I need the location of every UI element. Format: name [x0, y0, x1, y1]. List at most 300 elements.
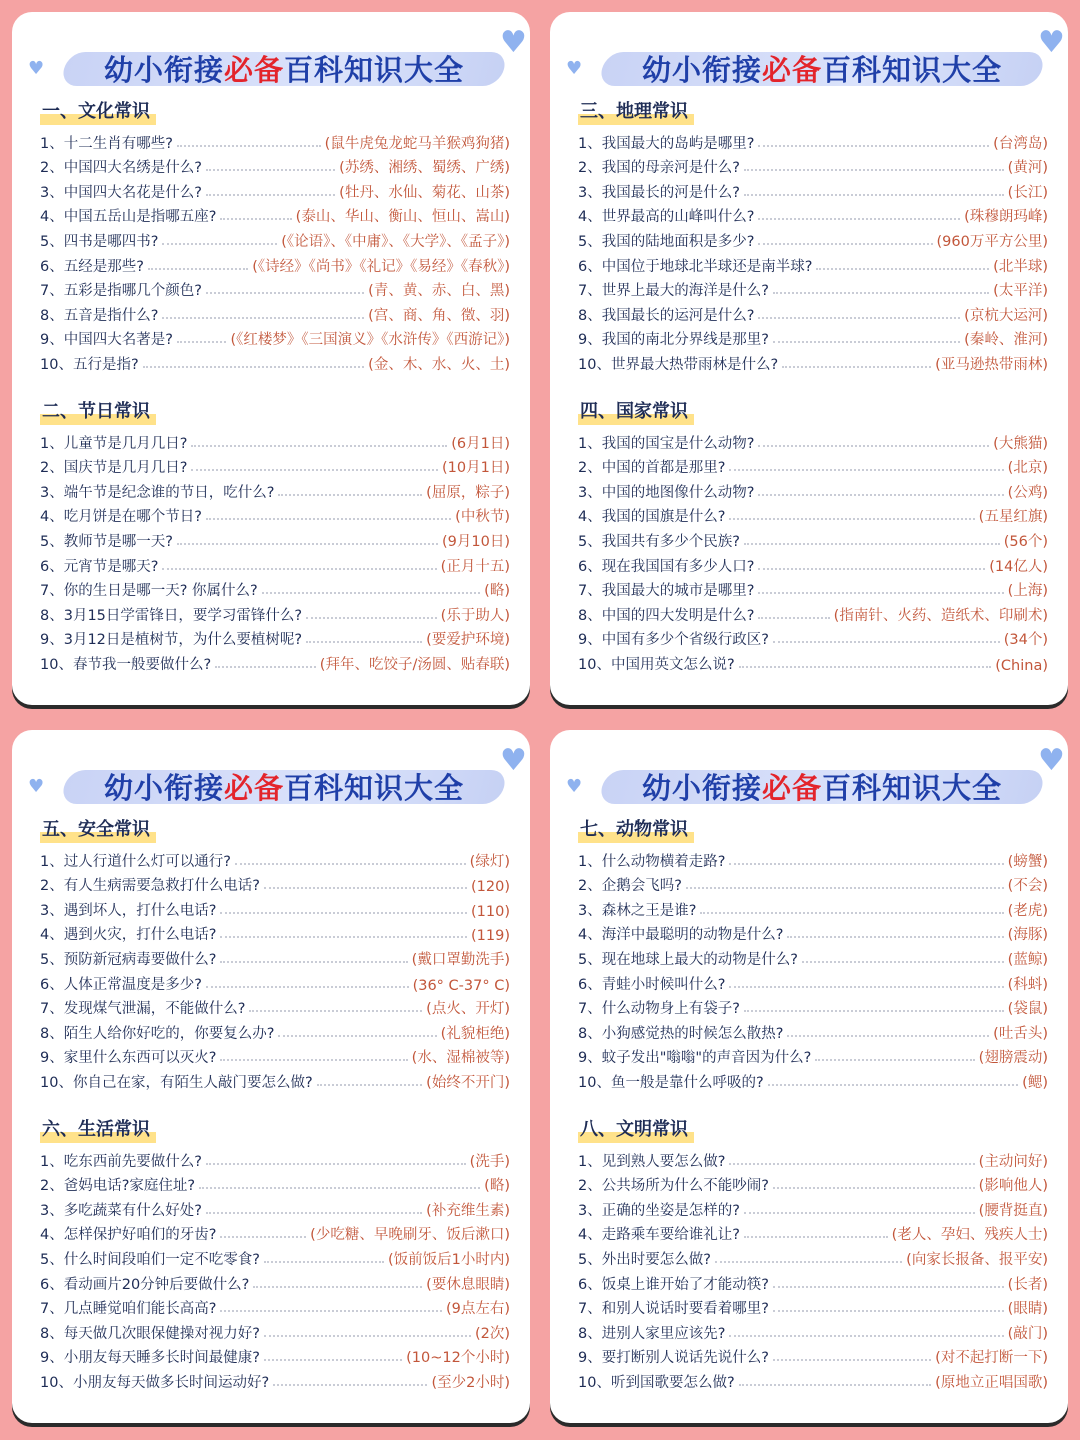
panel-title — [602, 766, 1042, 807]
answer-text: (乐于助人) — [440, 607, 510, 624]
answer-text: (洗手) — [469, 1153, 510, 1170]
question-text: 7、你的生日是哪一天? 你属什么? — [40, 583, 258, 600]
question-text: 5、我国的陆地面积是多少? — [578, 233, 755, 250]
dotted-leader — [773, 1286, 1004, 1288]
qa-row — [578, 502, 1048, 527]
dotted-leader — [235, 863, 466, 865]
answer-text: (科蚪) — [1007, 976, 1048, 993]
qa-row — [40, 276, 510, 301]
answer-text: (34个) — [1003, 632, 1048, 649]
answer-text: (《论语》、《中庸》、《大学》、《孟子》) — [281, 233, 510, 250]
question-text: 8、中国的四大发明是什么? — [578, 607, 755, 624]
dotted-leader — [773, 341, 960, 343]
question-text: 6、中国位于地球北半球还是南半球? — [578, 258, 813, 275]
knowledge-panel-2 — [550, 12, 1068, 705]
question-text: 1、儿童节是几月几日? — [40, 435, 188, 452]
dotted-leader — [177, 341, 227, 343]
answer-text: (10~12个小时) — [406, 1350, 510, 1367]
question-text: 7、我国最大的城市是哪里? — [578, 583, 755, 600]
dotted-leader — [758, 494, 1003, 496]
title-part-1: 幼小衔接 — [641, 53, 762, 87]
qa-row — [40, 153, 510, 178]
title-part-1: 幼小衔接 — [103, 53, 224, 87]
qa-row — [578, 1269, 1048, 1294]
question-text: 4、走路乘车要给谁礼让? — [578, 1227, 740, 1244]
qa-row — [578, 1244, 1048, 1269]
qa-list — [578, 128, 1048, 374]
title-part-2: 必备 — [761, 53, 822, 87]
knowledge-section — [40, 1116, 510, 1392]
question-text: 4、海洋中最聪明的动物是什么? — [578, 927, 784, 944]
title-part-3: 百科知识大全 — [822, 53, 1003, 87]
answer-text: (敲门) — [1007, 1325, 1048, 1342]
answer-text: (China) — [995, 657, 1048, 674]
section-heading — [40, 816, 156, 844]
dotted-leader — [815, 1059, 974, 1061]
question-text: 10、世界最大热带雨林是什么? — [578, 356, 779, 373]
question-text: 9、3月12日是植树节，为什么要植树呢? — [40, 632, 303, 649]
title-part-3: 百科知识大全 — [284, 53, 465, 87]
qa-row — [40, 1269, 510, 1294]
section-heading — [578, 816, 694, 844]
question-text: 3、正确的坐姿是怎样的? — [578, 1202, 740, 1219]
question-text: 1、我国的国宝是什么动物? — [578, 435, 755, 452]
qa-row — [578, 920, 1048, 945]
question-text: 9、小朋友每天睡多长时间最健康? — [40, 1350, 260, 1367]
answer-text: (京杭大运河) — [964, 307, 1048, 324]
small-heart-icon: ♥ — [28, 58, 45, 79]
answer-text: (补充维生素) — [426, 1202, 510, 1219]
qa-row — [40, 895, 510, 920]
question-text: 7、发现煤气泄漏，不能做什么? — [40, 1001, 246, 1018]
dotted-leader — [162, 317, 364, 319]
question-text: 3、我国最长的河是什么? — [578, 184, 740, 201]
question-text: 7、什么动物身上有袋子? — [578, 1001, 740, 1018]
answer-text: (36° C-37° C) — [412, 977, 510, 994]
qa-row — [40, 526, 510, 551]
dotted-leader — [787, 936, 1003, 938]
qa-row — [40, 1220, 510, 1245]
answer-text: (主动问好) — [978, 1153, 1048, 1170]
question-text: 6、青蛙小时候叫什么? — [578, 976, 726, 993]
qa-list — [40, 1146, 510, 1392]
knowledge-panel-1 — [12, 12, 530, 705]
qa-row — [40, 1067, 510, 1092]
dotted-leader — [220, 1059, 407, 1061]
question-text: 7、和别人说话时要看着哪里? — [578, 1301, 769, 1318]
question-text: 6、五经是那些? — [40, 258, 144, 275]
qa-row — [40, 649, 510, 674]
dotted-leader — [278, 1035, 436, 1037]
section-heading — [578, 98, 694, 126]
question-text: 2、有人生病需要急救打什么电话? — [40, 878, 260, 895]
answer-text: (至少2小时) — [431, 1374, 510, 1391]
answer-text: (《诗经》《尚书》《礼记》《易经》《春秋》) — [252, 258, 510, 275]
knowledge-section — [578, 1116, 1048, 1392]
title-part-1: 幼小衔接 — [641, 771, 762, 805]
question-text: 10、听到国歌要怎么做? — [578, 1374, 735, 1391]
qa-row — [578, 1018, 1048, 1043]
dotted-leader — [758, 145, 989, 147]
answer-text: (6月1日) — [451, 435, 510, 452]
answer-text: (水、湿棉被等) — [411, 1050, 510, 1067]
dotted-leader — [206, 1163, 466, 1165]
heart-icon: ♥ — [1038, 743, 1065, 778]
qa-row — [40, 349, 510, 374]
dotted-leader — [773, 1310, 1004, 1312]
qa-row — [578, 944, 1048, 969]
question-text: 10、小朋友每天做多长时间运动好? — [40, 1374, 270, 1391]
heart-icon: ♥ — [1038, 25, 1065, 60]
qa-row — [578, 871, 1048, 896]
question-text: 4、怎样保护好咱们的牙齿? — [40, 1227, 217, 1244]
question-text: 1、我国最大的岛屿是哪里? — [578, 135, 755, 152]
dotted-leader — [220, 912, 467, 914]
qa-row — [40, 453, 510, 478]
answer-text: (《红楼梦》《三国演义》《水浒传》《西游记》) — [230, 332, 510, 349]
qa-row — [40, 251, 510, 276]
knowledge-section — [40, 98, 510, 374]
answer-text: (中秋节) — [455, 509, 510, 526]
answer-text: (苏绣、湘绣、蜀绣、广绣) — [339, 160, 510, 177]
qa-row — [578, 1343, 1048, 1368]
title-part-2: 必备 — [761, 771, 822, 805]
dotted-leader — [773, 292, 989, 294]
question-text: 5、四书是哪四书? — [40, 233, 159, 250]
qa-list — [578, 846, 1048, 1092]
dotted-leader — [729, 518, 974, 520]
answer-text: (老人、孕妇、残疾人士) — [891, 1227, 1048, 1244]
qa-row — [578, 300, 1048, 325]
question-text: 9、中国四大名著是? — [40, 332, 173, 349]
question-text: 6、饭桌上谁开始了才能动筷? — [578, 1276, 769, 1293]
answer-text: (珠穆朗玛峰) — [964, 209, 1048, 226]
dotted-leader — [262, 592, 480, 594]
dotted-leader — [729, 1335, 1003, 1337]
qa-row — [578, 895, 1048, 920]
qa-row — [40, 944, 510, 969]
qa-row — [578, 153, 1048, 178]
knowledge-section — [40, 398, 510, 674]
section-heading-text: 四、国家常识 — [580, 401, 688, 422]
answer-text: (戴口罩勤洗手) — [411, 951, 510, 968]
answer-text: (长者) — [1007, 1276, 1048, 1293]
answer-text: (略) — [484, 583, 510, 600]
dotted-leader — [278, 494, 422, 496]
answer-text: (北京) — [1007, 460, 1048, 477]
question-text: 9、中国有多少个省级行政区? — [578, 632, 769, 649]
answer-text: (公鸡) — [1007, 484, 1048, 501]
qa-row — [578, 1067, 1048, 1092]
dotted-leader — [264, 1359, 402, 1361]
qa-list — [578, 428, 1048, 674]
question-text: 9、蚊子发出"嗡嗡"的声音因为什么? — [578, 1050, 812, 1067]
qa-row — [578, 625, 1048, 650]
dotted-leader — [191, 445, 447, 447]
qa-row — [40, 1343, 510, 1368]
question-text: 6、人体正常温度是多少? — [40, 976, 202, 993]
dotted-leader — [220, 218, 291, 220]
question-text: 6、元宵节是哪天? — [40, 558, 159, 575]
answer-text: (要休息眼睛) — [426, 1276, 510, 1293]
qa-row — [578, 226, 1048, 251]
question-text: 2、中国的首都是那里? — [578, 460, 726, 477]
dotted-leader — [744, 543, 1000, 545]
question-text: 2、公共场所为什么不能吵闹? — [578, 1178, 769, 1195]
knowledge-section — [578, 816, 1048, 1092]
panel-title-banner — [602, 760, 1042, 812]
question-text: 8、进别人家里应该先? — [578, 1325, 726, 1342]
qa-row — [40, 1195, 510, 1220]
dotted-leader — [306, 617, 437, 619]
question-text: 3、端午节是纪念谁的节日，吃什么? — [40, 484, 275, 501]
qa-row — [578, 526, 1048, 551]
answer-text: (螃蟹) — [1007, 853, 1048, 870]
qa-row — [40, 202, 510, 227]
dotted-leader — [206, 986, 409, 988]
dotted-leader — [773, 641, 1000, 643]
qa-row — [40, 1244, 510, 1269]
question-text: 3、中国四大名花是什么? — [40, 184, 202, 201]
qa-list — [40, 128, 510, 374]
section-heading-text: 三、地理常识 — [580, 101, 688, 122]
dotted-leader — [306, 641, 422, 643]
question-text: 5、我国共有多少个民族? — [578, 533, 740, 550]
answer-text: (金、木、水、火、土) — [368, 356, 510, 373]
dotted-leader — [206, 292, 364, 294]
qa-list — [40, 846, 510, 1092]
answer-text: (120) — [471, 879, 510, 896]
question-text: 3、遇到坏人，打什么电话? — [40, 902, 217, 919]
question-text: 8、每天做几次眼保健操对视力好? — [40, 1325, 260, 1342]
qa-row — [40, 1171, 510, 1196]
dotted-leader — [758, 445, 989, 447]
question-text: 9、家里什么东西可以灭火? — [40, 1050, 217, 1067]
question-text: 2、国庆节是几月几日? — [40, 460, 188, 477]
qa-row — [578, 1195, 1048, 1220]
qa-row — [578, 477, 1048, 502]
dotted-leader — [739, 1384, 932, 1386]
question-text: 10、中国用英文怎么说? — [578, 656, 735, 673]
qa-row — [578, 969, 1048, 994]
title-part-1: 幼小衔接 — [103, 771, 224, 805]
answer-text: (宫、商、角、徵、羽) — [368, 307, 510, 324]
answer-text: (鳃) — [1022, 1074, 1048, 1091]
dotted-leader — [177, 543, 438, 545]
dotted-leader — [729, 986, 1003, 988]
answer-text: (要爱护环境) — [426, 632, 510, 649]
qa-row — [40, 428, 510, 453]
qa-list — [578, 1146, 1048, 1392]
qa-row — [578, 1367, 1048, 1392]
dotted-leader — [768, 1084, 1019, 1086]
answer-text: (鼠牛虎兔龙蛇马羊猴鸡狗猪) — [324, 135, 510, 152]
qa-row — [578, 428, 1048, 453]
qa-row — [578, 551, 1048, 576]
dotted-leader — [758, 218, 960, 220]
knowledge-section — [40, 816, 510, 1092]
dotted-leader — [744, 1236, 888, 1238]
knowledge-section — [578, 98, 1048, 374]
qa-row — [40, 226, 510, 251]
answer-text: (不会) — [1007, 878, 1048, 895]
question-text: 5、什么时间段咱们一定不吃零食? — [40, 1251, 260, 1268]
answer-text: (黄河) — [1007, 160, 1048, 177]
question-text: 10、春节我一般要做什么? — [40, 656, 212, 673]
answer-text: (袋鼠) — [1007, 1001, 1048, 1018]
dotted-leader — [273, 1384, 427, 1386]
dotted-leader — [739, 666, 992, 668]
dotted-leader — [744, 1010, 1004, 1012]
qa-row — [40, 576, 510, 601]
dotted-leader — [206, 194, 335, 196]
answer-text: (北半球) — [993, 258, 1048, 275]
dotted-leader — [729, 469, 1003, 471]
section-heading-text: 八、文明常识 — [580, 1119, 688, 1140]
answer-text: (屈原，粽子) — [426, 484, 510, 501]
dotted-leader — [264, 887, 467, 889]
dotted-leader — [758, 592, 1003, 594]
question-text: 9、我国的南北分界线是那里? — [578, 332, 769, 349]
dotted-leader — [758, 617, 829, 619]
qa-row — [578, 128, 1048, 153]
answer-text: (秦岭、淮河) — [964, 332, 1048, 349]
answer-text: (腰背挺直) — [978, 1202, 1048, 1219]
question-text: 4、我国的国旗是什么? — [578, 509, 726, 526]
qa-row — [40, 994, 510, 1019]
dotted-leader — [317, 1084, 423, 1086]
section-heading-text: 一、文化常识 — [42, 101, 150, 122]
dotted-leader — [700, 912, 1003, 914]
dotted-leader — [148, 268, 248, 270]
dotted-leader — [773, 1187, 975, 1189]
answer-text: (饭前饭后1小时内) — [387, 1251, 510, 1268]
dotted-leader — [220, 1310, 442, 1312]
qa-row — [578, 349, 1048, 374]
answer-text: (对不起打断一下) — [935, 1350, 1048, 1367]
answer-text: (上海) — [1007, 583, 1048, 600]
dotted-leader — [206, 1212, 422, 1214]
dotted-leader — [758, 243, 932, 245]
qa-row — [40, 846, 510, 871]
dotted-leader — [264, 1261, 384, 1263]
dotted-leader — [264, 1335, 471, 1337]
question-text: 4、世界最高的山峰叫什么? — [578, 209, 755, 226]
answer-text: (亚马逊热带雨林) — [935, 356, 1048, 373]
dotted-leader — [220, 961, 407, 963]
qa-row — [40, 920, 510, 945]
answer-text: (大熊猫) — [993, 435, 1048, 452]
title-part-3: 百科知识大全 — [822, 771, 1003, 805]
qa-row — [578, 846, 1048, 871]
dotted-leader — [199, 1187, 480, 1189]
dotted-leader — [143, 366, 365, 368]
question-text: 4、遇到火灾，打什么电话? — [40, 927, 217, 944]
answer-text: (点火、开灯) — [426, 1001, 510, 1018]
question-text: 8、陌生人给你好吃的，你要复么办? — [40, 1025, 275, 1042]
question-text: 3、多吃蔬菜有什么好处? — [40, 1202, 202, 1219]
qa-row — [578, 1220, 1048, 1245]
answer-text: (蓝鲸) — [1007, 951, 1048, 968]
qa-row — [578, 177, 1048, 202]
dotted-leader — [744, 1212, 975, 1214]
answer-text: (原地立正唱国歌) — [935, 1374, 1048, 1391]
question-text: 2、爸妈电话?家庭住址? — [40, 1178, 196, 1195]
panel-title — [64, 766, 504, 807]
question-text: 1、见到熟人要怎么做? — [578, 1153, 726, 1170]
knowledge-panel-3 — [12, 730, 530, 1423]
answer-text: (少吃糖、早晚刷牙、饭后漱口) — [310, 1227, 510, 1244]
answer-text: (略) — [484, 1178, 510, 1195]
knowledge-section — [578, 398, 1048, 674]
question-text: 1、什么动物横着走路? — [578, 853, 726, 870]
dotted-leader — [816, 268, 989, 270]
answer-text: (青、黄、赤、白、黑) — [368, 283, 510, 300]
section-heading-text: 七、动物常识 — [580, 819, 688, 840]
section-heading — [578, 398, 694, 426]
knowledge-panel-4 — [550, 730, 1068, 1423]
section-heading — [578, 1116, 694, 1144]
answer-text: (960万平方公里) — [936, 233, 1048, 250]
answer-text: (拜年、吃饺子/汤圆、贴春联) — [319, 656, 510, 673]
qa-row — [40, 1018, 510, 1043]
qa-row — [40, 502, 510, 527]
question-text: 10、你自己在家，有陌生人敲门要怎么做? — [40, 1074, 313, 1091]
answer-text: (翅膀震动) — [978, 1050, 1048, 1067]
title-part-2: 必备 — [223, 771, 284, 805]
small-heart-icon: ♥ — [566, 776, 583, 797]
panel-title — [602, 48, 1042, 89]
answer-text: (14亿人) — [989, 558, 1048, 575]
question-text: 8、五音是指什么? — [40, 307, 159, 324]
qa-row — [40, 551, 510, 576]
qa-row — [40, 325, 510, 350]
dotted-leader — [773, 1359, 931, 1361]
question-text: 5、预防新冠病毒要做什么? — [40, 951, 217, 968]
qa-row — [578, 600, 1048, 625]
dotted-leader — [744, 194, 1004, 196]
panel-title-banner — [602, 42, 1042, 94]
qa-row — [578, 576, 1048, 601]
dotted-leader — [206, 518, 451, 520]
answer-text: (始终不开门) — [426, 1074, 510, 1091]
dotted-leader — [249, 1010, 422, 1012]
answer-text: (绿灯) — [469, 853, 510, 870]
answer-text: (台湾岛) — [993, 135, 1048, 152]
panel-title — [64, 48, 504, 89]
qa-row — [40, 1367, 510, 1392]
question-text: 1、过人行道什么灯可以通行? — [40, 853, 231, 870]
answer-text: (9点左右) — [445, 1301, 510, 1318]
qa-row — [578, 453, 1048, 478]
dotted-leader — [787, 1035, 989, 1037]
small-heart-icon: ♥ — [566, 58, 583, 79]
answer-text: (吐舌头) — [993, 1025, 1048, 1042]
answer-text: (9月10日) — [442, 533, 510, 550]
dotted-leader — [215, 666, 316, 668]
dotted-leader — [206, 169, 335, 171]
section-heading — [40, 98, 156, 126]
qa-row — [578, 1043, 1048, 1068]
qa-row — [40, 625, 510, 650]
question-text: 2、我国的母亲河是什么? — [578, 160, 740, 177]
dotted-leader — [729, 1163, 974, 1165]
panel-title-banner — [64, 760, 504, 812]
question-text: 8、我国最长的运河是什么? — [578, 307, 755, 324]
question-text: 10、鱼一般是靠什么呼吸的? — [578, 1074, 764, 1091]
qa-row — [578, 1171, 1048, 1196]
qa-row — [40, 600, 510, 625]
